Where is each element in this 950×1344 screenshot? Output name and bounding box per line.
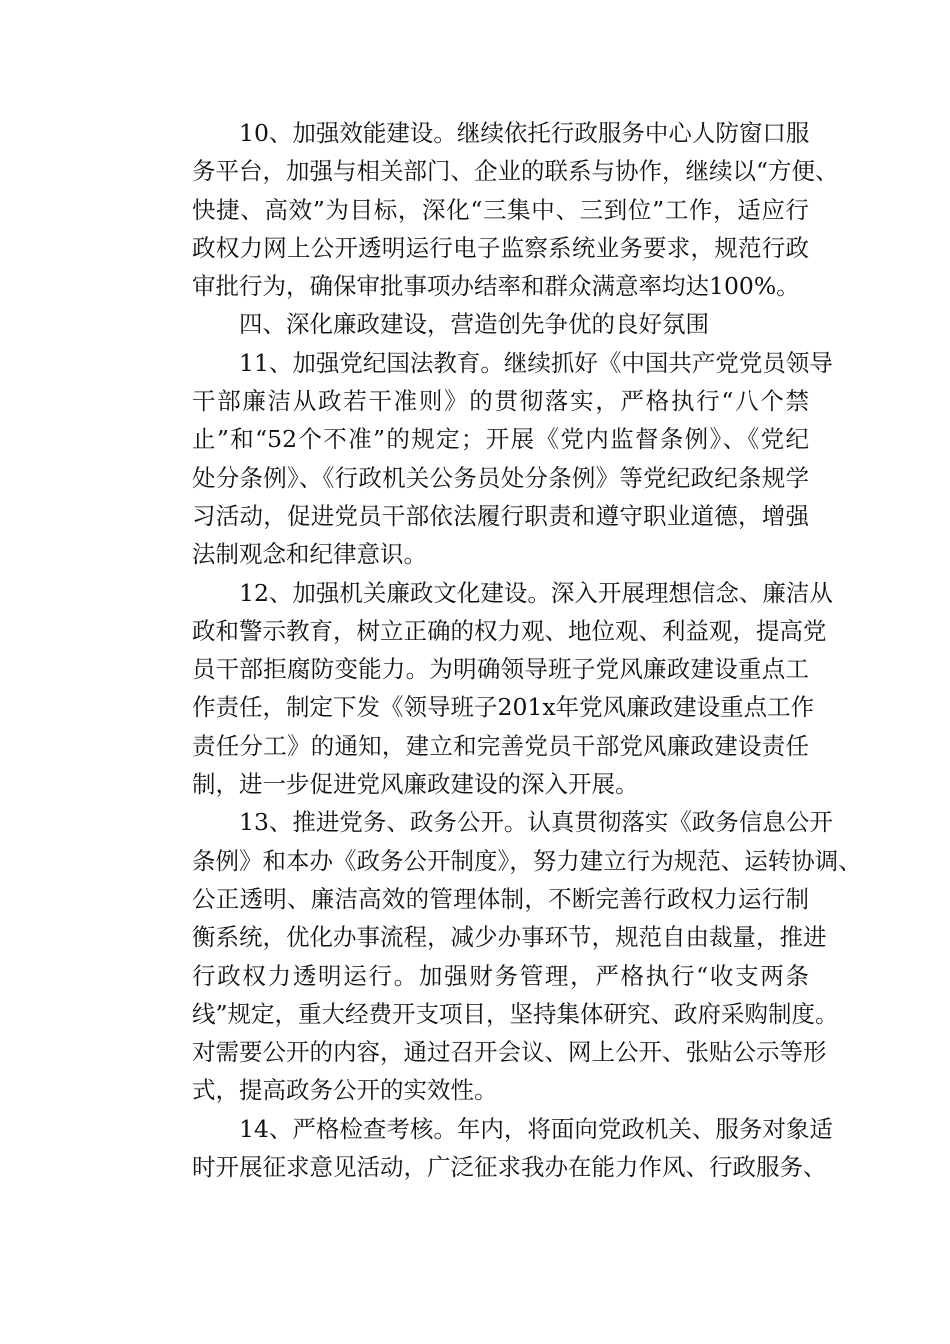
paragraph-line: 时开展征求意见活动，广泛征求我办在能力作风、行政服务、: [192, 1153, 827, 1182]
paragraph-line: 制，进一步促进党风廉政建设的深入开展。: [192, 770, 639, 799]
section-heading-4: [145, 305, 809, 343]
paragraph-11: [145, 344, 833, 574]
paragraph-line: 员干部拒腐防变能力。为明确领导班子党风廉政建设重点工: [192, 655, 809, 684]
paragraph-14: [145, 1110, 833, 1187]
paragraph-line: 务平台，加强与相关部门、企业的联系与协作，继续以“方便、: [192, 157, 839, 186]
paragraph-line: 衡系统，优化办事流程，减少办事环节，规范自由裁量，推进: [192, 923, 827, 952]
paragraph-line: 12、加强机关廉政文化建设。深入开展理想信念、廉洁从: [239, 578, 833, 607]
paragraph-line: 线”规定，重大经费开支项目，坚持集体研究、政府采购制度。: [192, 999, 839, 1028]
paragraph-line: 政和警示教育，树立正确的权力观、地位观、利益观，提高党: [192, 616, 827, 645]
paragraph-line: 11、加强党纪国法教育。继续抓好《中国共产党党员领导: [239, 348, 833, 377]
paragraph-line: 作责任，制定下发《领导班子201x年党风廉政建设重点工作: [192, 693, 815, 722]
paragraph-13: [145, 803, 862, 1109]
paragraph-line: 行政权力透明运行。加强财务管理，严格执行“收支两条: [192, 961, 809, 990]
document-body: [145, 114, 862, 1186]
paragraph-line: 法制观念和纪律意识。: [192, 540, 427, 569]
paragraph-line: 止”和“52个不准”的规定；开展《党内监督条例》、《党纪: [192, 425, 809, 454]
paragraph-line: 责任分工》的通知，建立和完善党员干部党风廉政建设责任: [192, 731, 809, 760]
paragraph-line: 政权力网上公开透明运行电子监察系统业务要求，规范行政: [192, 233, 809, 262]
paragraph-line: 对需要公开的内容，通过召开会议、网上公开、张贴公示等形: [192, 1038, 827, 1067]
section-heading-text: 四、深化廉政建设，营造创先争优的良好氛围: [239, 310, 709, 339]
paragraph-line: 10、加强效能建设。继续依托行政服务中心人防窗口服: [239, 119, 810, 147]
paragraph-line: 处分条例》、《行政机关公务员处分条例》等党纪政纪条规学: [192, 463, 809, 492]
paragraph-line: 条例》和本办《政务公开制度》，努力建立行为规范、运转协调、: [192, 846, 862, 875]
paragraph-line: 14、严格检查考核。年内，将面向党政机关、服务对象适: [239, 1114, 833, 1143]
paragraph-line: 式，提高政务公开的实效性。: [192, 1076, 498, 1105]
paragraph-line: 快捷、高效”为目标，深化“三集中、三到位”工作，适应行: [192, 195, 809, 224]
paragraph-line: 习活动，促进党员干部依法履行职责和遵守职业道德，增强: [192, 501, 809, 530]
paragraph-line: 干部廉洁从政若干准则》的贯彻落实，严格执行“八个禁: [192, 387, 809, 416]
paragraph-line: 13、推进党务、政务公开。认真贯彻落实《政务信息公开: [239, 808, 833, 837]
paragraph-12: [145, 574, 833, 804]
paragraph-line: 审批行为，确保审批事项办结率和群众满意率均达100%。: [192, 272, 800, 301]
paragraph-line: 公正透明、廉洁高效的管理体制，不断完善行政权力运行制: [192, 884, 809, 913]
paragraph-10: [145, 114, 839, 305]
